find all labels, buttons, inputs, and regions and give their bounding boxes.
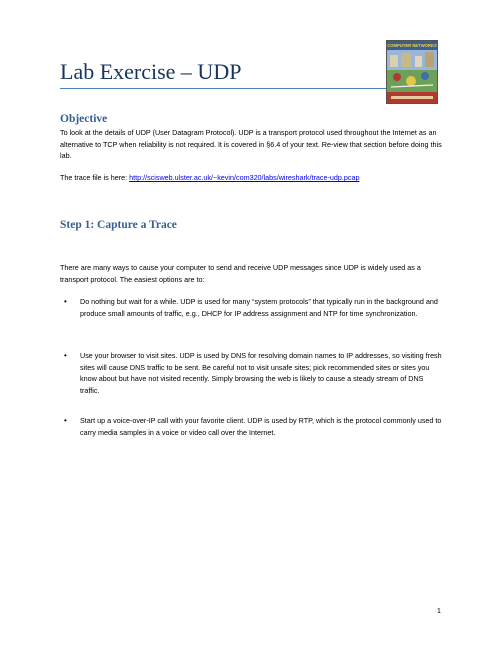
bullet-icon: • [64, 416, 67, 425]
step1-heading: Step 1: Capture a Trace [60, 219, 177, 231]
bullet-text: Do nothing but wait for a while. UDP is used for many “system protocols” that typically run in the background and produce small amounts of traffic, e.g., DHCP for IP address assignment and NTP for time synchronization. [80, 297, 438, 318]
bullet-icon: • [64, 297, 67, 306]
page-number: 1 [437, 608, 441, 615]
bullet-icon: • [64, 351, 67, 360]
objective-heading: Objective [60, 113, 108, 125]
bullet-text: Start up a voice-over-IP call with your favorite client. UDP is used by RTP, which is the protocol commonly used to carry media samples in a voice or video call over the Internet. [80, 416, 442, 437]
step1-intro: There are many ways to cause your computer to send and receive UDP messages since UDP is widely used as a transport protocol. The easiest options are to: [60, 263, 421, 284]
objective-text: To look at the details of UDP (User Datagram Protocol). UDP is a transport protocol used throughout the Internet as an alternative to TCP when reliability is not required. It is covered in §6.4 of your text. Re-view that section before doing this lab. [60, 128, 442, 160]
bullet-text: Use your browser to visit sites. UDP is used by DNS for resolving domain names to IP addresses, so visiting fresh sites will cause DNS traffic to be sent. Be careful not to visit unsafe sites; pick recommended sites or sites you know about but have not visited recently. Simply browsing the web is likely to cause a steady stream of DNS traffic. [80, 351, 442, 395]
trace-line [60, 172, 444, 184]
list-item [64, 415, 444, 438]
cover-heading: COMPUTER NETWORKS [387, 43, 437, 48]
list-item [64, 350, 444, 396]
list-item [64, 296, 444, 319]
book-cover-image [386, 40, 438, 104]
page-title: Lab Exercise – UDP [60, 59, 386, 89]
trace-prefix: The trace file is here: [60, 173, 130, 182]
trace-file-link[interactable]: http://scisweb.ulster.ac.uk/~kevin/com320/labs/wireshark/trace-udp.pcap [129, 173, 360, 182]
